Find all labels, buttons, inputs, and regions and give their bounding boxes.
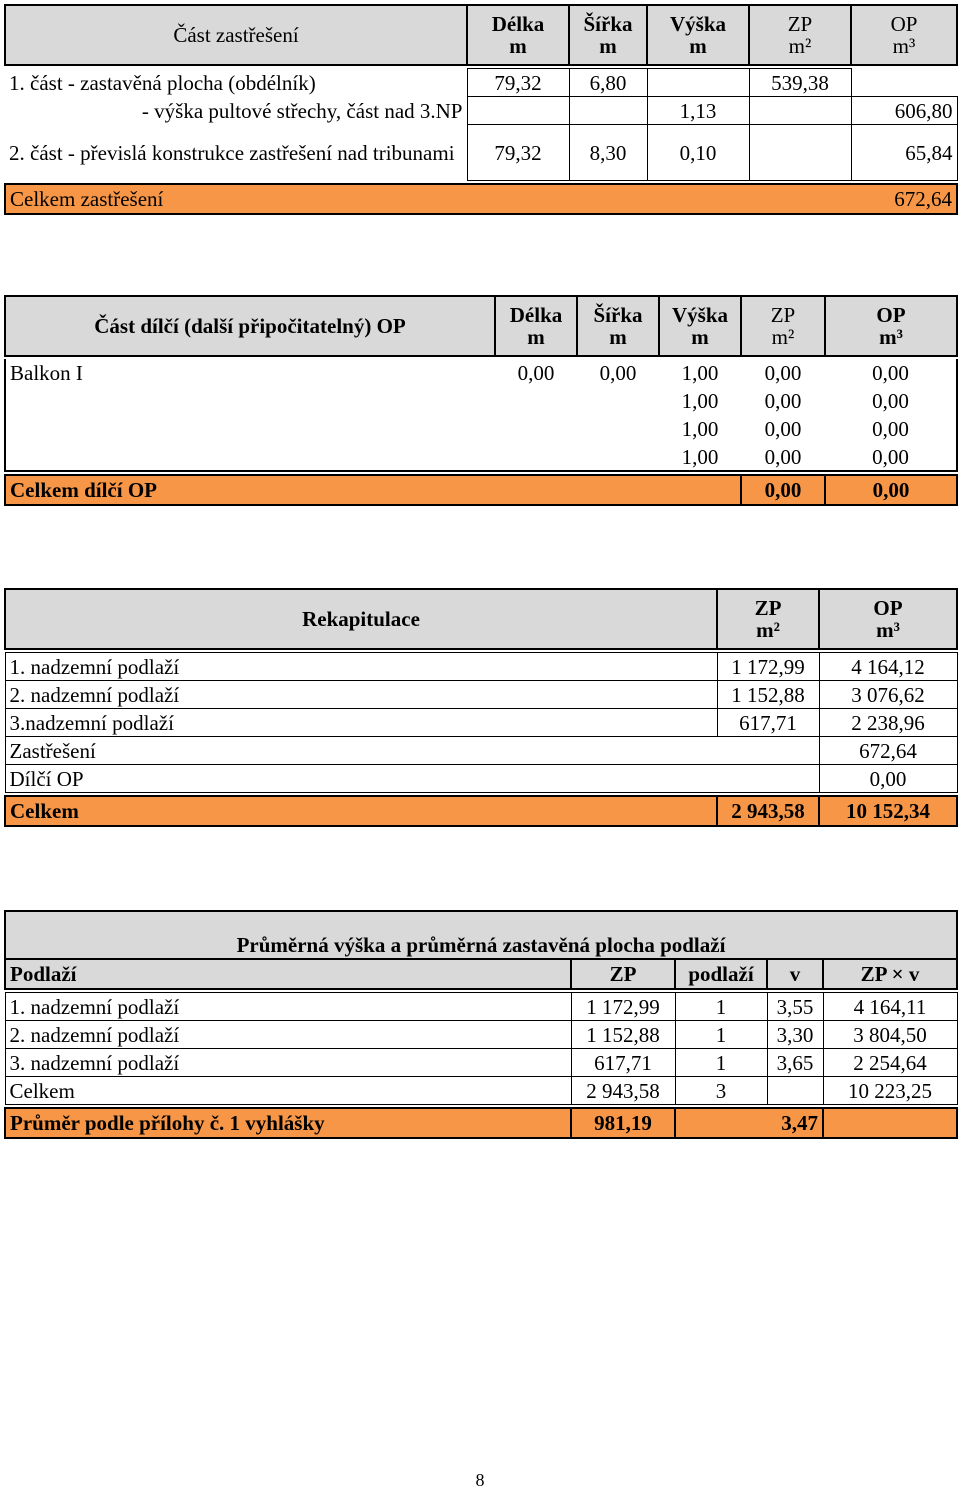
average-table xyxy=(4,910,958,1139)
table-row: - výška pultové střechy, část nad 3.NP 1,13 606,80 xyxy=(5,97,957,125)
table-row: 3. nadzemní podlaží 617,71 1 3,65 2 254,64 xyxy=(5,1049,957,1077)
table-row: 2. nadzemní podlaží 1 152,88 1 3,30 3 804,50 xyxy=(5,1021,957,1049)
table-row: 1. část - zastavěná plocha (obdélník) 79,32 6,80 539,38 xyxy=(5,69,957,97)
page-number: 8 xyxy=(475,1470,485,1490)
partial-header-zp: ZP m² xyxy=(741,296,825,356)
table-row: 3.nadzemní podlaží 617,71 2 238,96 xyxy=(5,709,957,737)
recap-total-row: Celkem 2 943,58 10 152,34 xyxy=(5,796,957,826)
table-row: 2. část - převislá konstrukce zastřešení nad tribunami 79,32 8,30 0,10 65,84 xyxy=(5,125,957,181)
recap-table xyxy=(4,588,958,827)
average-title: Průměrná výška a průměrná zastavěná plocha podlaží xyxy=(5,911,957,959)
average-header-v: v xyxy=(767,959,823,989)
roof-header-zp: ZP m² xyxy=(749,5,851,65)
table-row: 2. nadzemní podlaží 1 152,88 3 076,62 xyxy=(5,681,957,709)
roof-table xyxy=(4,4,958,215)
roof-total-row: Celkem zastřešení 672,64 xyxy=(5,184,957,214)
partial-total-row: Celkem dílčí OP 0,00 0,00 xyxy=(5,475,957,505)
table-row: 1,00 0,00 0,00 xyxy=(5,387,957,415)
recap-title: Rekapitulace xyxy=(5,589,717,649)
partial-header-op: OP m³ xyxy=(825,296,957,356)
table-row: Balkon I 0,00 0,00 1,00 0,00 0,00 xyxy=(5,359,957,387)
table-row: Celkem 2 943,58 3 10 223,25 xyxy=(5,1077,957,1105)
partial-table xyxy=(4,295,958,506)
roof-header-part: Část zastřešení xyxy=(5,5,467,65)
table-row: 1,00 0,00 0,00 xyxy=(5,415,957,443)
average-result-row: Průměr podle přílohy č. 1 vyhlášky 981,19 3,47 xyxy=(5,1108,957,1138)
recap-header-op: OP m³ xyxy=(819,589,957,649)
partial-header-delka: Délka m xyxy=(495,296,577,356)
partial-header-sirka: Šířka m xyxy=(577,296,659,356)
average-header-floors: podlaží xyxy=(675,959,767,989)
table-row: 1. nadzemní podlaží 1 172,99 4 164,12 xyxy=(5,653,957,681)
average-header-podlazi: Podlaží xyxy=(5,959,571,989)
table-row: Zastřešení 672,64 xyxy=(5,737,957,765)
table-row: Dílčí OP 0,00 xyxy=(5,765,957,793)
recap-header-zp: ZP m² xyxy=(717,589,819,649)
roof-header-op: OP m³ xyxy=(851,5,957,65)
table-row: 1. nadzemní podlaží 1 172,99 1 3,55 4 164,11 xyxy=(5,993,957,1021)
table-row: 1,00 0,00 0,00 xyxy=(5,443,957,471)
roof-header-sirka: Šířka m xyxy=(569,5,647,65)
roof-header-vyska: Výška m xyxy=(647,5,749,65)
roof-header-delka: Délka m xyxy=(467,5,569,65)
average-header-zpv: ZP × v xyxy=(823,959,957,989)
average-header-zp: ZP xyxy=(571,959,675,989)
partial-header-vyska: Výška m xyxy=(659,296,741,356)
partial-header-part: Část dílčí (další připočitatelný) OP xyxy=(5,296,495,356)
